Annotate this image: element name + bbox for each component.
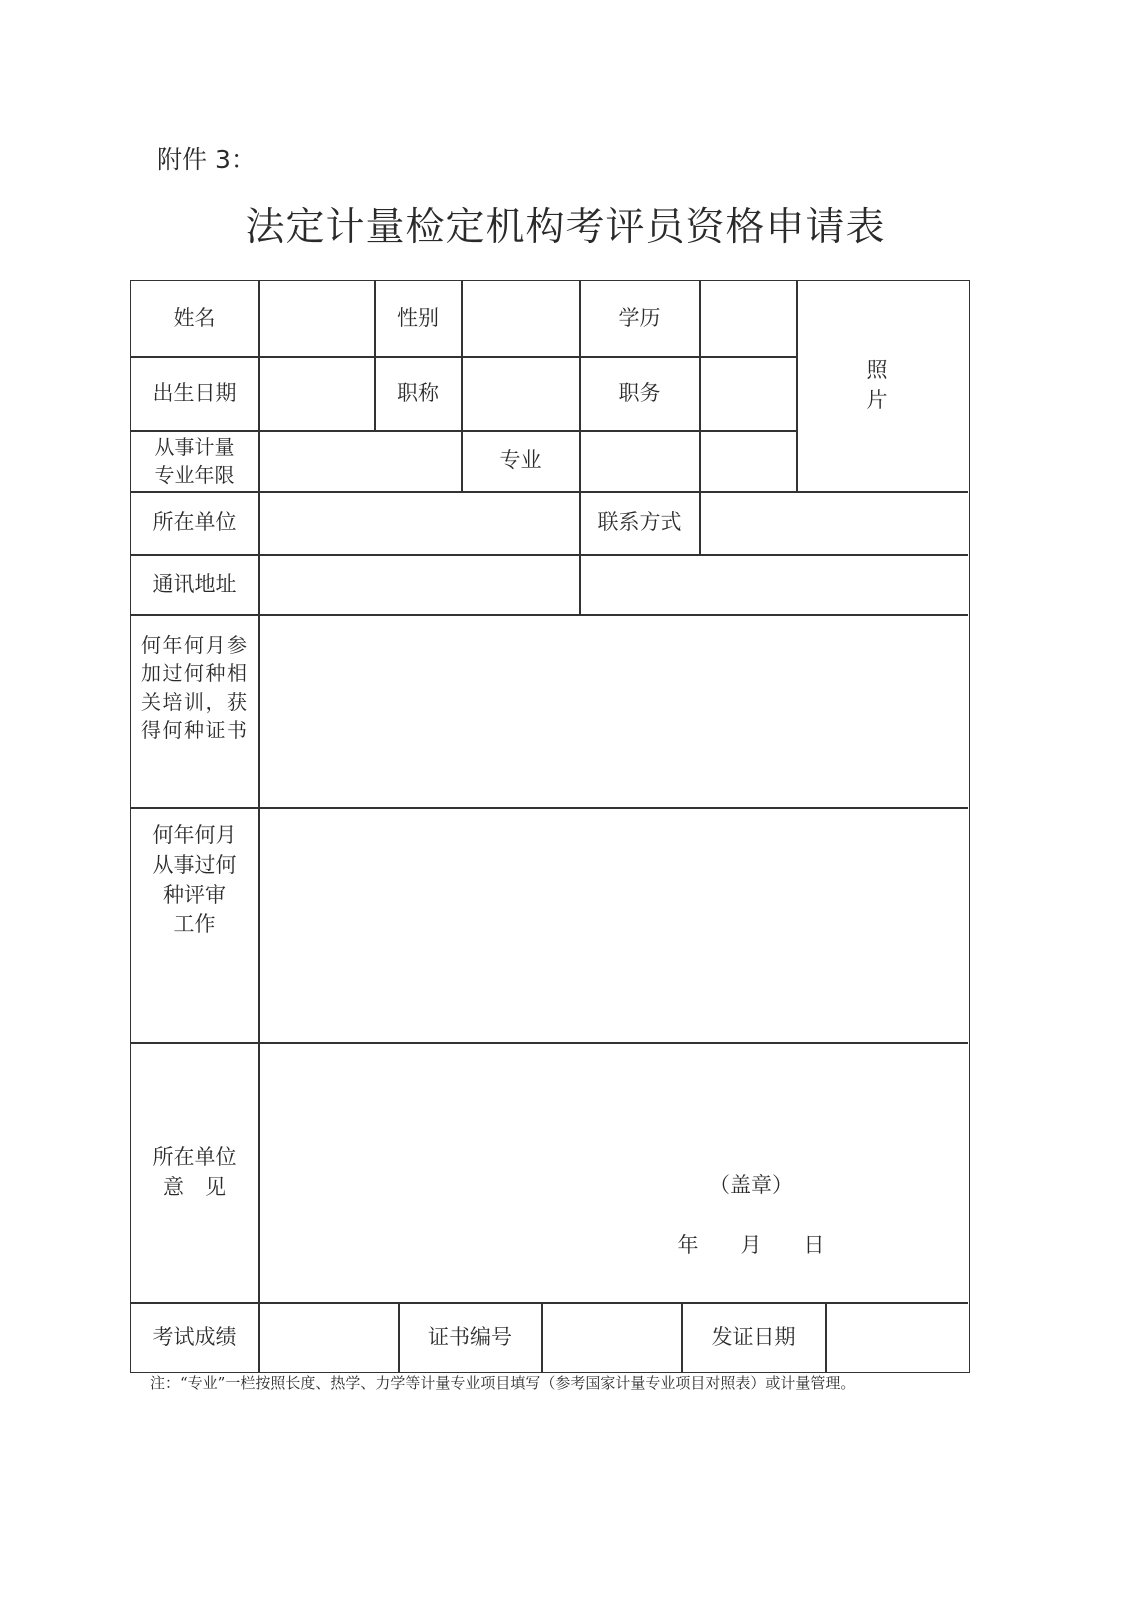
address-label: 通讯地址 <box>152 571 237 596</box>
score-field[interactable] <box>259 1303 398 1373</box>
name-label: 姓名 <box>173 305 216 330</box>
seal-text: （盖章） <box>709 1173 793 1198</box>
position-field[interactable] <box>700 357 796 430</box>
education-field[interactable] <box>700 281 796 356</box>
review-label: 何年何月 从事过何 种评审 工作 <box>152 823 237 937</box>
contact-field[interactable] <box>700 492 968 554</box>
opinion-label: 所在单位 意 见 <box>152 1144 237 1199</box>
name-field[interactable] <box>259 281 374 356</box>
training-label: 何年何月参加过何种相关培训，获得何种证书 <box>141 633 247 743</box>
form-title: 法定计量检定机构考评员资格申请表 <box>245 205 886 250</box>
gender-label: 性别 <box>397 305 439 330</box>
gender-field[interactable] <box>462 281 579 356</box>
birthdate-label: 出生日期 <box>152 380 237 405</box>
cert-no-label: 证书编号 <box>428 1325 512 1350</box>
opinion-field[interactable] <box>259 1043 968 1302</box>
training-field[interactable] <box>259 615 968 807</box>
major-field[interactable] <box>580 431 796 491</box>
education-label: 学历 <box>618 305 661 330</box>
unit-field[interactable] <box>259 492 579 554</box>
photo-area[interactable]: 照 片 <box>866 358 888 412</box>
years-label: 从事计量 专业年限 <box>154 434 235 487</box>
contact-label: 联系方式 <box>597 510 682 535</box>
review-field[interactable] <box>259 808 968 1042</box>
birthdate-field[interactable] <box>259 357 374 430</box>
attachment-label: 附件 3： <box>157 145 256 174</box>
position-label: 职务 <box>618 380 661 405</box>
date-text: 年 月 日 <box>677 1233 825 1258</box>
cert-no-field[interactable] <box>542 1303 681 1373</box>
address-field[interactable] <box>259 555 968 614</box>
issue-date-field[interactable] <box>826 1303 968 1373</box>
unit-label: 所在单位 <box>152 510 237 535</box>
years-field[interactable] <box>259 431 461 491</box>
score-label: 考试成绩 <box>152 1325 237 1350</box>
application-form-table <box>130 280 970 1373</box>
footnote: 注：“专业”一栏按照长度、热学、力学等计量专业项目填写（参考国家计量专业项目对照表）或计量管理。 <box>150 1374 856 1392</box>
job-title-field[interactable] <box>462 357 579 430</box>
major-label: 专业 <box>499 448 542 473</box>
issue-date-label: 发证日期 <box>711 1325 796 1350</box>
job-title-label: 职称 <box>397 380 439 405</box>
